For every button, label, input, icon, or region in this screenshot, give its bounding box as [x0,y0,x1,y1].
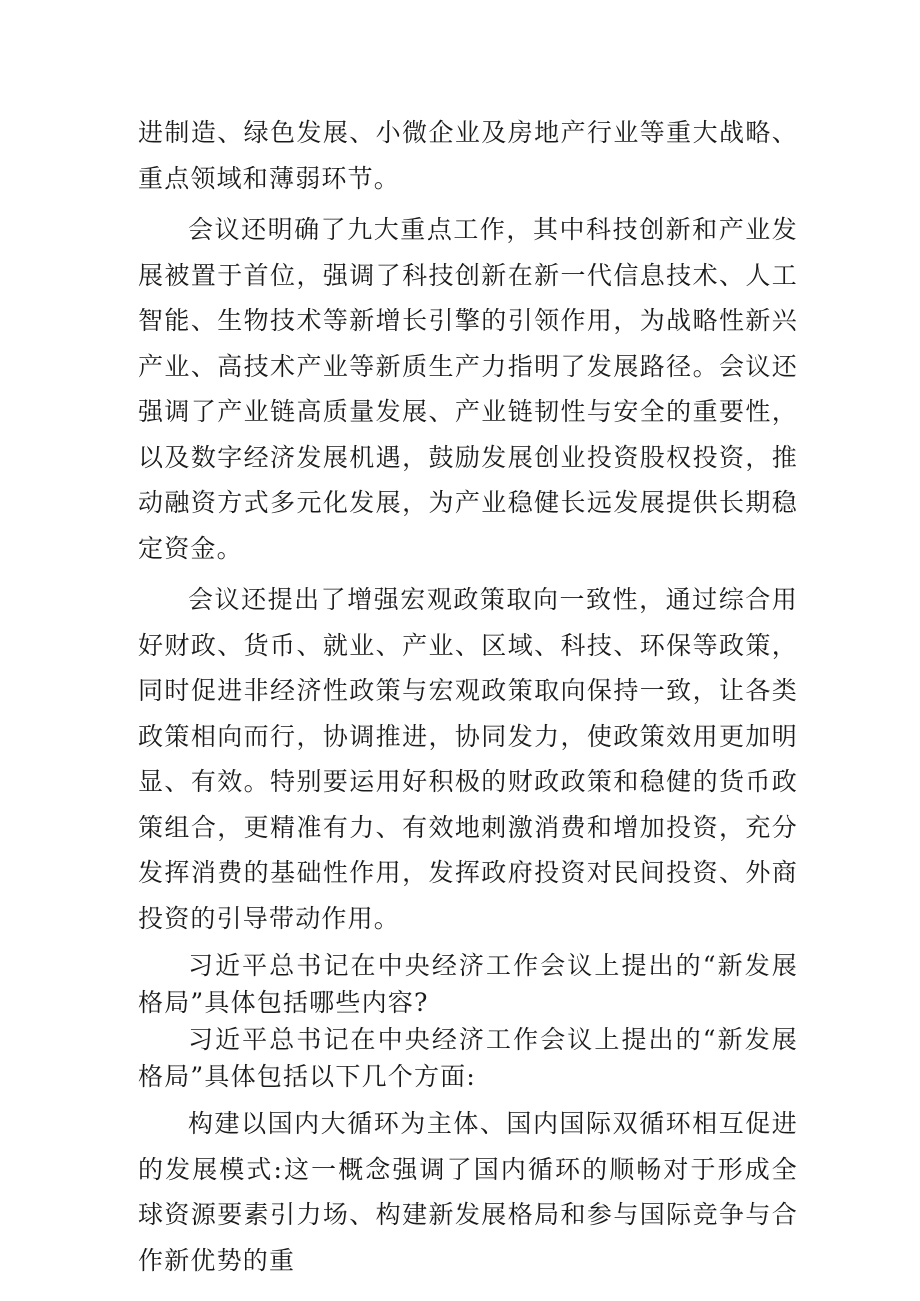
paragraph-question: 习近平总书记在中央经济工作会议上提出的“新发展格局”具体包括哪些内容? [138,951,798,1017]
paragraph-macro-policy: 会议还提出了增强宏观政策取向一致性，通过综合用好财政、货币、就业、产业、区域、科技、环保等政策，同时促进非经济性政策与宏观政策取向保持一致，让各类政策相向而行，协调推进，协同发力，使政策效用更加明显、有效。特别要运用好积极的财政政策和稳健的货币政策组合，更精准有力、有效地刺激消费和增加投资，充分发挥消费的基础性作用，发挥政府投资对民间投资、外商投资的引导带动作用。 [138,585,798,933]
paragraph-continuation: 进制造、绿色发展、小微企业及房地产行业等重大战略、重点领域和薄弱环节。 [138,118,798,193]
document-body [138,110,798,1283]
paragraph-answer-intro: 习近平总书记在中央经济工作会议上提出的“新发展格局”具体包括以下几个方面: [138,1025,798,1091]
paragraph-dual-circulation: 构建以国内大循环为主体、国内国际双循环相互促进的发展模式:这一概念强调了国内循环的顺畅对于形成全球资源要素引力场、构建新发展格局和参与国际竞争与合作新优势的重 [138,1109,798,1275]
paragraph-key-work: 会议还明确了九大重点工作，其中科技创新和产业发展被置于首位，强调了科技创新在新一代信息技术、人工智能、生物技术等新增长引擎的引领作用，为战略性新兴产业、高技术产业等新质生产力指明了发展路径。会议还强调了产业链高质量发展、产业链韧性与安全的重要性，以及数字经济发展机遇，鼓励发展创业投资股权投资，推动融资方式多元化发展，为产业稳健长远发展提供长期稳定资金。 [138,215,798,563]
